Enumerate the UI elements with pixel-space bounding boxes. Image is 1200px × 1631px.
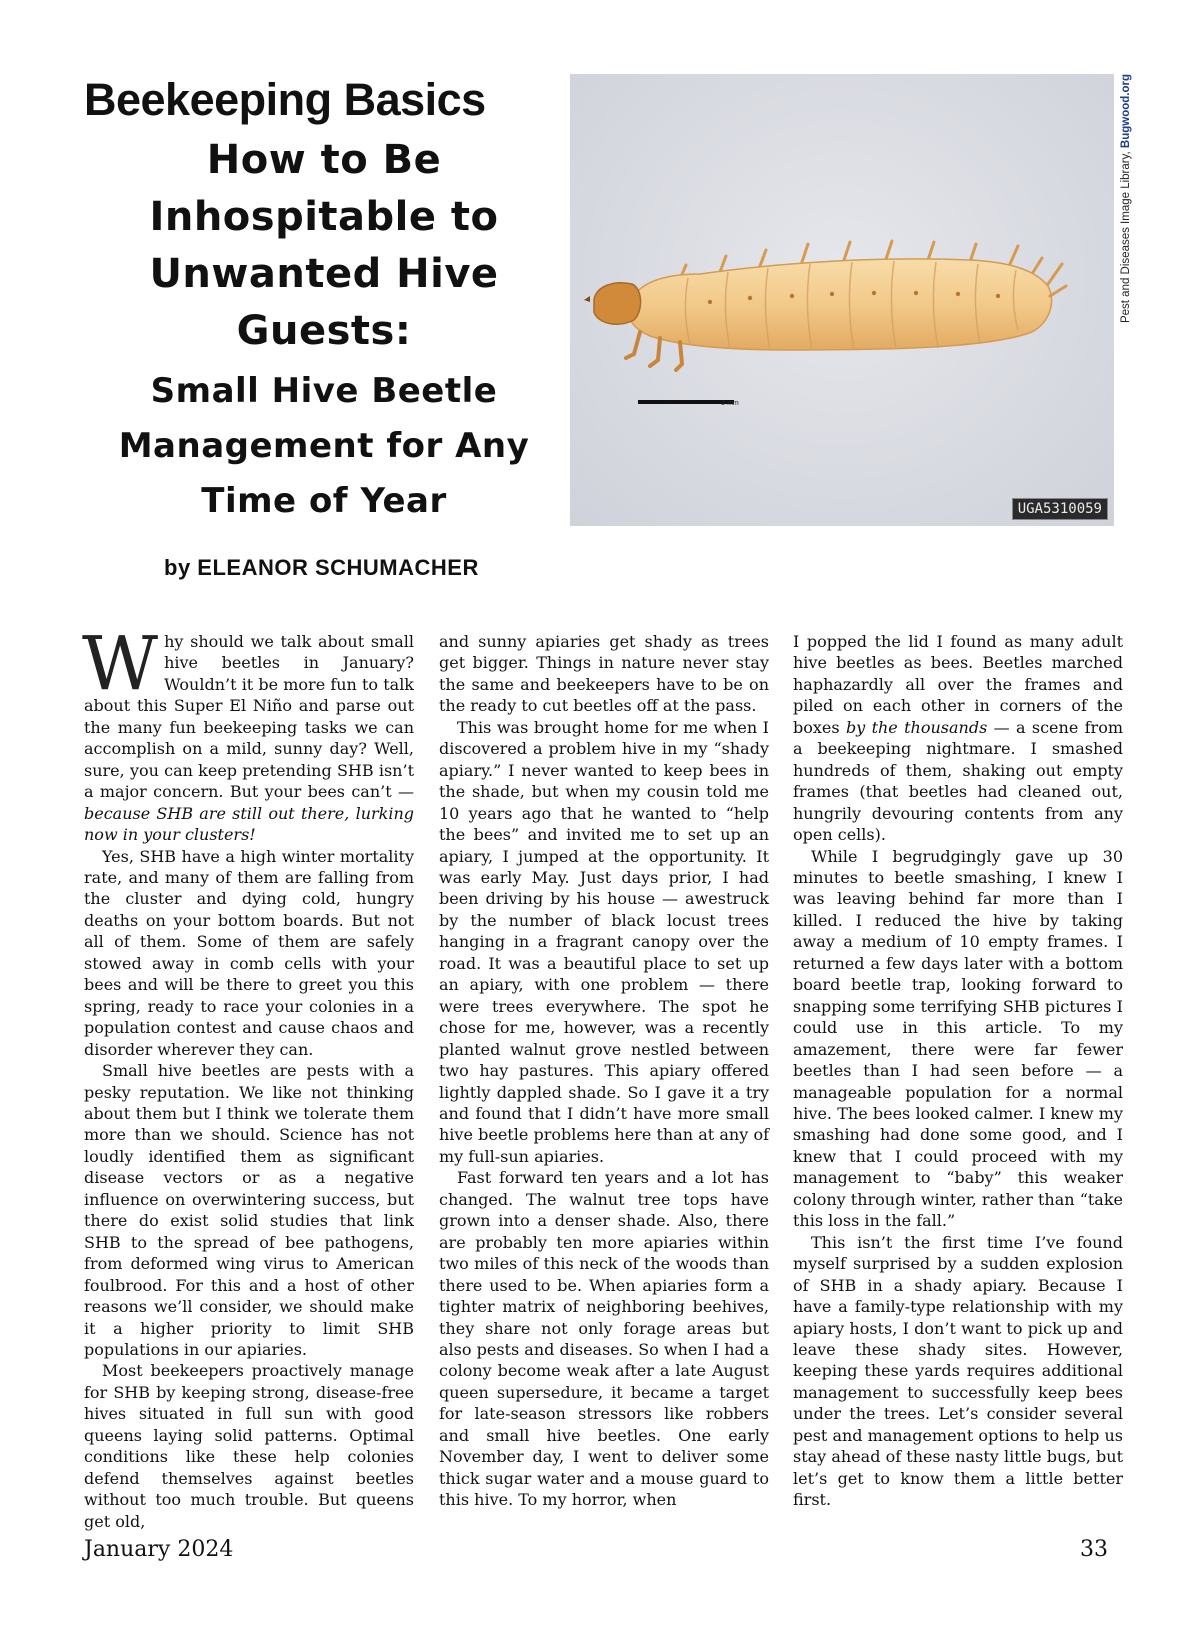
paragraph-text: hy should we talk about small hive beetles in January? Wouldn’t it be more fun to talk about this Super El Niño and parse out the many fun beekeeping tasks we can accomplish on a mild, sunny day? Well, sure, you can keep pretending SHB isn’t a major concern. But your bees can’t — <box>84 632 414 802</box>
title-line: Guests: <box>236 308 412 354</box>
title-line: How to Be <box>206 137 442 183</box>
article-column-3 <box>793 631 1123 1511</box>
photo-credit-source: Pest and Diseases Image Library, <box>1120 148 1132 324</box>
footer-date: January 2024 <box>84 1537 234 1562</box>
article-column-2 <box>439 631 769 1511</box>
paragraph: This isn’t the first time I’ve found myself surprised by a sudden explosion of SHB in a shady apiary. Because I have a family-type relationship with my apiary hosts, I don’t want to pick up and leave these shady sites. However, keeping these yards requires additional management to successfully keep bees under the trees. Let’s consider several pest and management options to help us stay ahead of these nasty little bugs, but let’s get to know them a little better first. <box>793 1232 1123 1510</box>
paragraph <box>793 631 1123 846</box>
paragraph-text: I popped the lid I found as many adult hive beetles as bees. Beetles marched haphazardly all over the frames and piled on each other in corners of the boxes <box>793 632 1123 737</box>
scale-bar-label: 2 mm <box>721 400 739 407</box>
paragraph: Most beekeepers proactively manage for SHB by keeping strong, disease-free hives situated in full sun with good queens laying solid patterns. Optimal conditions like these help colonies defend themselves against beetles without too much trouble. But queens get old, <box>84 1361 414 1531</box>
paragraph: Fast forward ten years and a lot has changed. The walnut tree tops have grown into a denser shade. Also, there are probably ten more apiaries within two miles of this neck of the woods than there used to be. When apiaries form a tighter matrix of neighboring beehives, they share not only forage areas but also pests and diseases. So when I had a colony become weak after a late August queen supersedure, it became a target for late-season stressors like robbers and small hive beetles. One early November day, I went to deliver some thick sugar water and a mouse guard to this hive. To my horror, when <box>439 1168 769 1510</box>
byline: by ELEANOR SCHUMACHER <box>164 555 479 580</box>
paragraph: Yes, SHB have a high winter mortality rate, and many of them are falling from the cluster and dying cold, hungry deaths on your bottom boards. But not all of them. Some of them are safely stowed away in comb cells with your bees and will be there to greet you this spring, ready to race your colonies in a population contest and cause chaos and disorder wherever they can. <box>84 846 414 1059</box>
emphasis-text: by the thousands <box>845 717 988 737</box>
drop-cap: W <box>82 621 159 707</box>
title-line: Unwanted Hive <box>149 251 499 297</box>
section-label: Beekeeping Basics <box>84 74 486 125</box>
larva-illustration <box>570 74 1114 526</box>
subtitle-line: Management for Any <box>118 426 530 466</box>
paragraph: Small hive beetles are pests with a pesky reputation. We like not thinking about them but I think we tolerate them more than we should. Science has not loudly identified them as significant disease vectors or as a negative influence on overwintering success, but there do exist solid studies that link SHB to the spread of bee pathogens, from deformed wing virus to American foulbrood. For this and a host of other reasons we’ll consider, we should make it a higher priority to limit SHB populations in our apiaries. <box>84 1061 414 1359</box>
emphasis-text: because SHB are still out there, lurking now in your clusters! <box>84 803 414 845</box>
subtitle-line: Time of Year <box>201 481 447 521</box>
title-line: Inhospitable to <box>149 194 499 240</box>
photo-id-label: UGA5310059 <box>1012 498 1108 520</box>
photo-credit <box>1114 74 1138 336</box>
paragraph: and sunny apiaries get shady as trees get bigger. Things in nature never stay the same and beekeepers have to be on the ready to cut beetles off at the pass. <box>439 632 769 716</box>
paragraph: This was brought home for me when I discovered a problem hive in my “shady apiary.” I never wanted to keep bees in the shade, but when my cousin told me 10 years ago that he wanted to “help the bees” and invited me to set up an apiary, I jumped at the opportunity. It was early May. Just days prior, I had been driving by his house — awestruck by the number of black locust trees hanging in a fragrant canopy over the road. It was a beautiful place to set up an apiary, with one problem — there were trees everywhere. The spot he chose for me, however, was a recently planted walnut grove nestled between two hay pastures. This apiary offered lightly dappled shade. So I gave it a try and found that I didn’t have more small hive beetle problems here than at any of my full-sun apiaries. <box>439 717 769 1166</box>
paragraph-text: — a scene from a beekeeping nightmare. I smashed hundreds of them, shaking out empty frames (that beetles had cleaned out, hungrily devouring contents from any open cells). <box>793 717 1124 845</box>
photo-credit-site: Bugwood.org <box>1120 74 1132 149</box>
paragraph: While I begrudgingly gave up 30 minutes to beetle smashing, I knew I was leaving behind far more than I killed. I reduced the hive by taking away a medium of 10 empty frames. I returned a few days later with a bottom board beetle trap, looking forward to snapping some terrifying SHB pictures I could use in this article. To my amazement, there were far fewer beetles than I had seen before — a manageable population for a normal hive. The bees looked calmer. I knew my smashing had done some good, and I knew that I could proceed with my management to “baby” this weaker colony through winter, rather than “take this loss in the fall.” <box>793 846 1123 1231</box>
paragraph <box>82 621 414 846</box>
subtitle-line: Small Hive Beetle <box>150 371 498 411</box>
page-number: 33 <box>1080 1537 1108 1562</box>
larva-photo <box>570 74 1114 526</box>
article-column-1 <box>82 621 414 1532</box>
article-title-block <box>84 132 564 529</box>
